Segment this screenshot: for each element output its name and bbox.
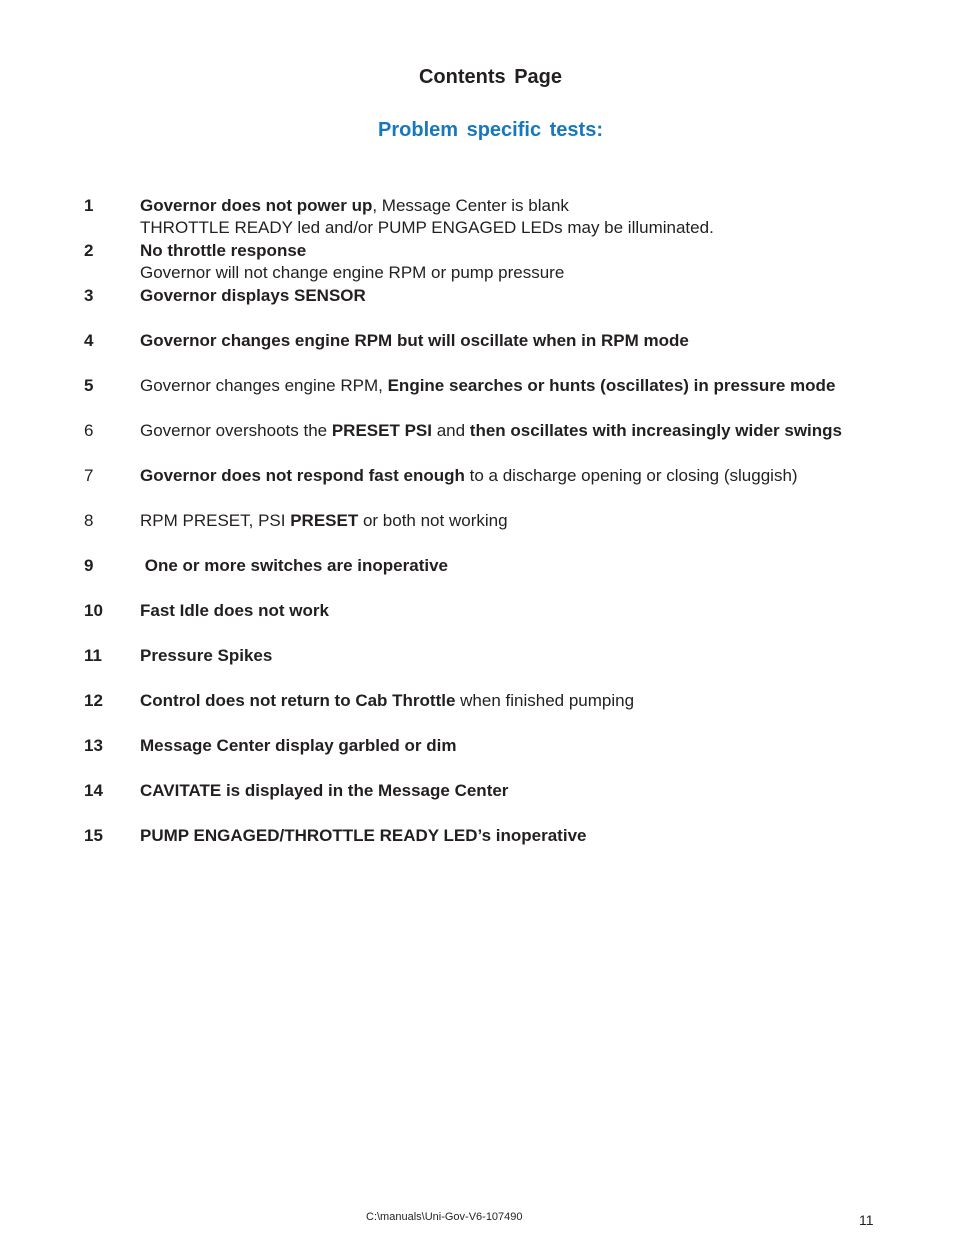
- test-description: [140, 780, 508, 802]
- test-number: 15: [84, 826, 103, 845]
- bold-text: Message Center display garbled or dim: [140, 736, 457, 755]
- test-number: 5: [84, 376, 94, 395]
- test-description-line: [140, 601, 329, 620]
- test-description: [140, 825, 586, 847]
- bold-text: One or more switches are inoperative: [140, 556, 449, 575]
- test-number: 1: [84, 196, 94, 215]
- test-number: 12: [84, 691, 103, 710]
- test-description: [140, 195, 714, 239]
- test-description: [140, 600, 329, 622]
- test-description: [140, 375, 835, 397]
- test-description-line: [140, 331, 689, 350]
- plain-text: to a discharge opening or closing (sluggish): [464, 466, 798, 485]
- test-number: 4: [84, 331, 94, 350]
- test-description: [140, 690, 634, 712]
- test-description-line: [140, 241, 306, 260]
- test-description: [140, 510, 508, 532]
- test-description-line: [140, 466, 798, 485]
- bold-text: Governor displays SENSOR: [140, 286, 366, 305]
- test-description-line: [140, 511, 508, 530]
- test-number: 7: [84, 466, 94, 485]
- bold-text: Engine searches or hunts (oscillates) in pressure mode: [387, 376, 836, 395]
- bold-text: PRESET PSI: [331, 421, 432, 440]
- test-number: 8: [84, 511, 94, 530]
- test-description: [140, 645, 272, 667]
- test-description: [140, 285, 366, 307]
- test-description-line: [140, 691, 634, 710]
- section-title: Problem specific tests:: [378, 119, 603, 141]
- plain-text: when finished pumping: [455, 691, 635, 710]
- bold-text: Pressure Spikes: [140, 646, 273, 665]
- plain-text: , Message Center is blank: [372, 196, 569, 215]
- test-description: [140, 555, 448, 577]
- test-description-line: [140, 826, 586, 845]
- test-number: 13: [84, 736, 103, 755]
- test-number: 3: [84, 286, 94, 305]
- bold-text: PRESET: [290, 511, 359, 530]
- bold-text: Governor changes engine RPM but will oscillate when in RPM mode: [140, 331, 689, 350]
- test-description-line: [140, 196, 569, 215]
- bold-text: CAVITATE is displayed in the Message Center: [140, 781, 509, 800]
- test-description-subline: THROTTLE READY led and/or PUMP ENGAGED LEDs may be illuminated.: [140, 218, 714, 237]
- bold-text: Governor does not power up: [140, 196, 373, 215]
- test-number: 2: [84, 241, 94, 260]
- test-description-line: [140, 421, 842, 440]
- test-description: [140, 420, 842, 442]
- bold-text: No throttle response: [140, 241, 307, 260]
- test-description: [140, 240, 564, 284]
- test-number: 11: [84, 646, 102, 665]
- test-description-line: [140, 556, 448, 575]
- test-description-subline: Governor will not change engine RPM or pump pressure: [140, 263, 565, 282]
- test-description-line: [140, 376, 835, 395]
- plain-text: RPM PRESET, PSI: [140, 511, 291, 530]
- bold-text: PUMP ENGAGED/THROTTLE READY LED’s inoperative: [140, 826, 587, 845]
- plain-text: and: [431, 421, 470, 440]
- bold-text: Governor does not respond fast enough: [140, 466, 465, 485]
- page-title: Contents Page: [418, 66, 563, 88]
- test-description: [140, 735, 456, 757]
- plain-text: Governor changes engine RPM,: [140, 376, 388, 395]
- test-description: [140, 330, 689, 352]
- bold-text: Fast Idle does not work: [140, 601, 329, 620]
- test-description-line: [140, 781, 508, 800]
- test-description-line: [140, 736, 456, 755]
- page-number: 11: [859, 1212, 874, 1228]
- test-number: 14: [84, 781, 103, 800]
- test-number: 9: [84, 556, 94, 575]
- test-number: 6: [84, 421, 94, 440]
- plain-text: or both not working: [358, 511, 508, 530]
- test-number: 10: [84, 601, 103, 620]
- plain-text: Governor overshoots the: [140, 421, 332, 440]
- bold-text: then oscillates with increasingly wider swings: [469, 421, 842, 440]
- test-description-line: [140, 646, 272, 665]
- test-description: [140, 465, 798, 487]
- bold-text: Control does not return to Cab Throttle: [140, 691, 456, 710]
- footer-path: C:\manuals\Uni-Gov-V6-107490: [366, 1211, 523, 1223]
- test-description-line: [140, 286, 366, 305]
